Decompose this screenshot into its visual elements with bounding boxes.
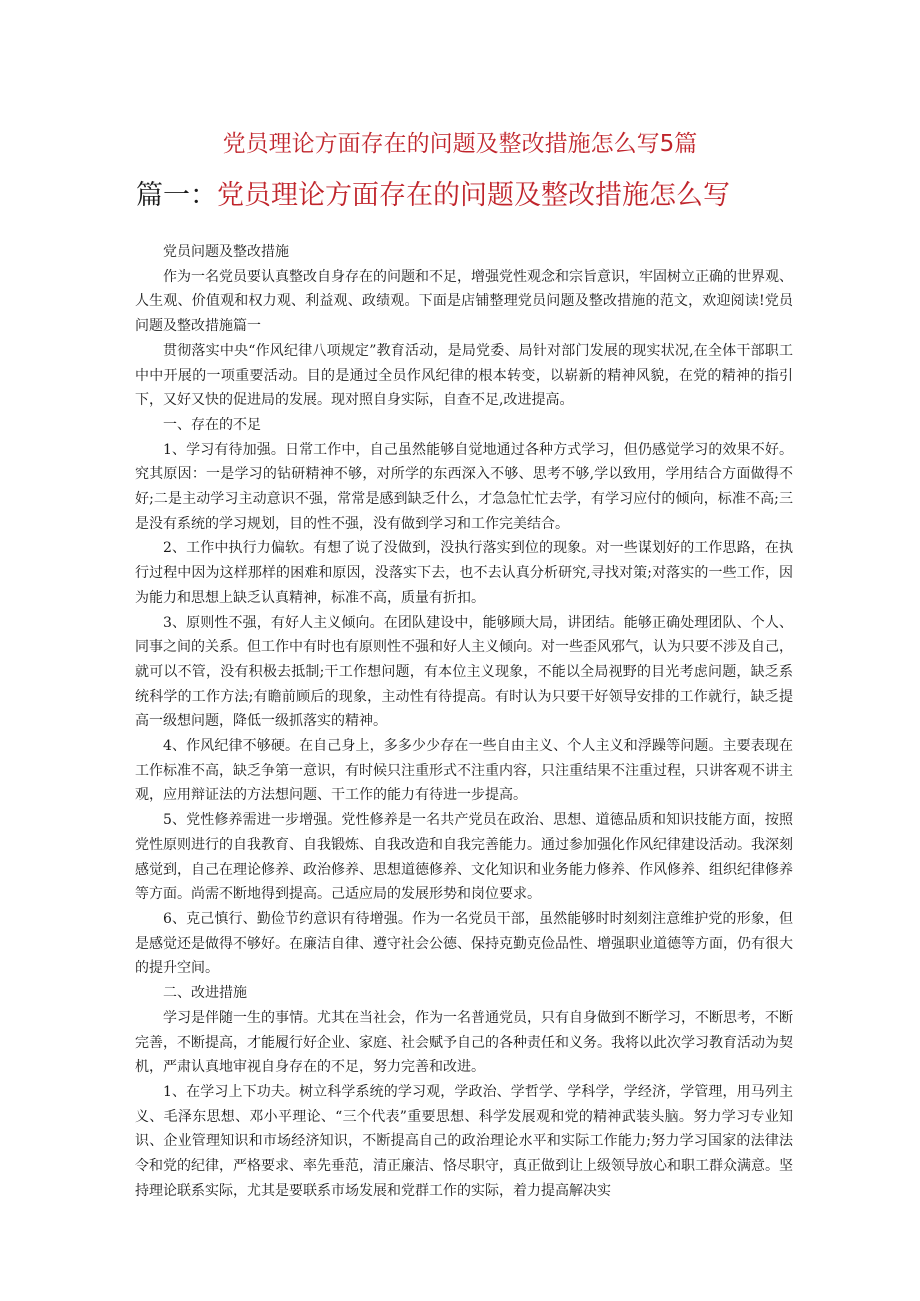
paragraph: 6、克己慎行、勤俭节约意识有待增强。作为一名党员干部，虽然能够时时刻刻注意维护党的形象，但是感觉还是做得不够好。在廉洁自律、遵守社会公德、保持克勤克俭品性、增强职业道德等方面，仍有很大的提升空间。 bbox=[135, 910, 793, 977]
paragraph: 4、作风纪律不够硬。在自己身上，多多少少存在一些自由主义、个人主义和浮躁等问题。主要表现在工作标准不高，缺乏争第一意识，有时候只注重形式不注重内容，只注重结果不注重过程，只讲客观不讲主观，应用辩证法的方法想问题、干工作的能力有待进一步提高。 bbox=[135, 738, 793, 804]
paragraph: 一、存在的不足 bbox=[163, 416, 261, 433]
paragraph: 作为一名党员要认真整改自身存在的问题和不足，增强党性观念和宗旨意识，牢固树立正确的世界观、人生观、价值观和权力观、利益观、政绩观。下面是店铺整理党员问题及整改措施的范文，欢迎阅读!党员问题及整改措施篇一 bbox=[135, 268, 793, 335]
document-title: 党员理论方面存在的问题及整改措施怎么写5篇 bbox=[222, 131, 698, 157]
section-heading bbox=[136, 176, 836, 216]
paragraph: 1、在学习上下功夫。树立科学系统的学习观，学政治、学哲学、学科学，学经济，学管理，用马列主义、毛泽东思想、邓小平理论、“三个代表”重要思想、科学发展观和党的精神武装头脑。努力学习专业知识、企业管理知识和市场经济知识，不断提高自己的政治理论水平和实际工作能力;努力学习国家的法律法令和党的纪律，严格要求、率先垂范，清正廉洁、恪尽职守，真正做到让上级领导放心和职工群众满意。坚持理论联系实际，尤其是要联系市场发展和党群工作的实际，着力提高解决实 bbox=[135, 1083, 793, 1199]
document-body bbox=[135, 240, 793, 1203]
paragraph: 二、改进措施 bbox=[163, 985, 247, 1002]
paragraph: 贯彻落实中央“作风纪律八项规定”教育活动，是局党委、局针对部门发展的现实状况,在全体干部职工中中开展的一项重要活动。目的是通过全员作风纪律的根本转变，以崭新的精神风貌，在党的精神的指引下，又好又快的促进局的发展。现对照自身实际，自查不足,改进提高。 bbox=[135, 342, 793, 409]
paragraph: 党员问题及整改措施 bbox=[163, 244, 289, 260]
paragraph: 学习是伴随一生的事情。尤其在当社会，作为一名普通党员，只有自身做到不断学习，不断思考，不断完善，不断提高，才能履行好企业、家庭、社会赋予自己的各种责任和义务。我将以此次学习教育活动为契机，严肃认真地审视自身存在的不足，努力完善和改进。 bbox=[135, 1009, 793, 1076]
paragraph: 5、党性修养需进一步增强。党性修养是一名共产党员在政治、思想、道德品质和知识技能方面，按照党性原则进行的自我教育、自我锻炼、自我改造和自我完善能力。通过参加强化作风纪律建设活动。我深刻感觉到，自己在理论修养、政治修养、思想道德修养、文化知识和业务能力修养、作风修养、组织纪律修养等方面。尚需不断地得到提高。己适应局的发展形势和岗位要求。 bbox=[135, 812, 793, 903]
section-title-text: 党员理论方面存在的问题及整改措施怎么写 bbox=[217, 180, 730, 211]
paragraph: 1、学习有待加强。日常工作中，自己虽然能够自觉地通过各种方式学习，但仍感觉学习的效果不好。究其原因：一是学习的钻研精神不够，对所学的东西深入不够、思考不够,学以致用，学用结合方面做得不好;二是主动学习主动意识不强，常常是感到缺乏什么，才急急忙忙去学，有学习应付的倾向，标准不高;三是没有系统的学习规划，目的性不强，没有做到学习和工作完美结合。 bbox=[135, 441, 793, 532]
section-prefix: 篇一： bbox=[136, 180, 217, 211]
paragraph: 2、工作中执行力偏软。有想了说了没做到，没执行落实到位的现象。对一些谋划好的工作思路，在执行过程中因为这样那样的困难和原因，没落实下去，也不去认真分析研究,寻找对策;对落实的一些工作，因为能力和思想上缺乏认真精神，标准不高，质量有折扣。 bbox=[135, 540, 793, 606]
paragraph: 3、原则性不强，有好人主义倾向。在团队建设中，能够顾大局，讲团结。能够正确处理团队、个人、同事之间的关系。但工作中有时也有原则性不强和好人主义倾向。对一些歪风邪气，认为只要不涉及自己，就可以不管，没有积极去抵制;干工作想问题，有本位主义现象，不能以全局视野的目光考虑问题，缺乏系统科学的工作方法;有瞻前顾后的现象，主动性有待提高。有时认为只要干好领导安排的工作就行，缺乏提高一级想问题，降低一级抓落实的精神。 bbox=[135, 614, 793, 730]
